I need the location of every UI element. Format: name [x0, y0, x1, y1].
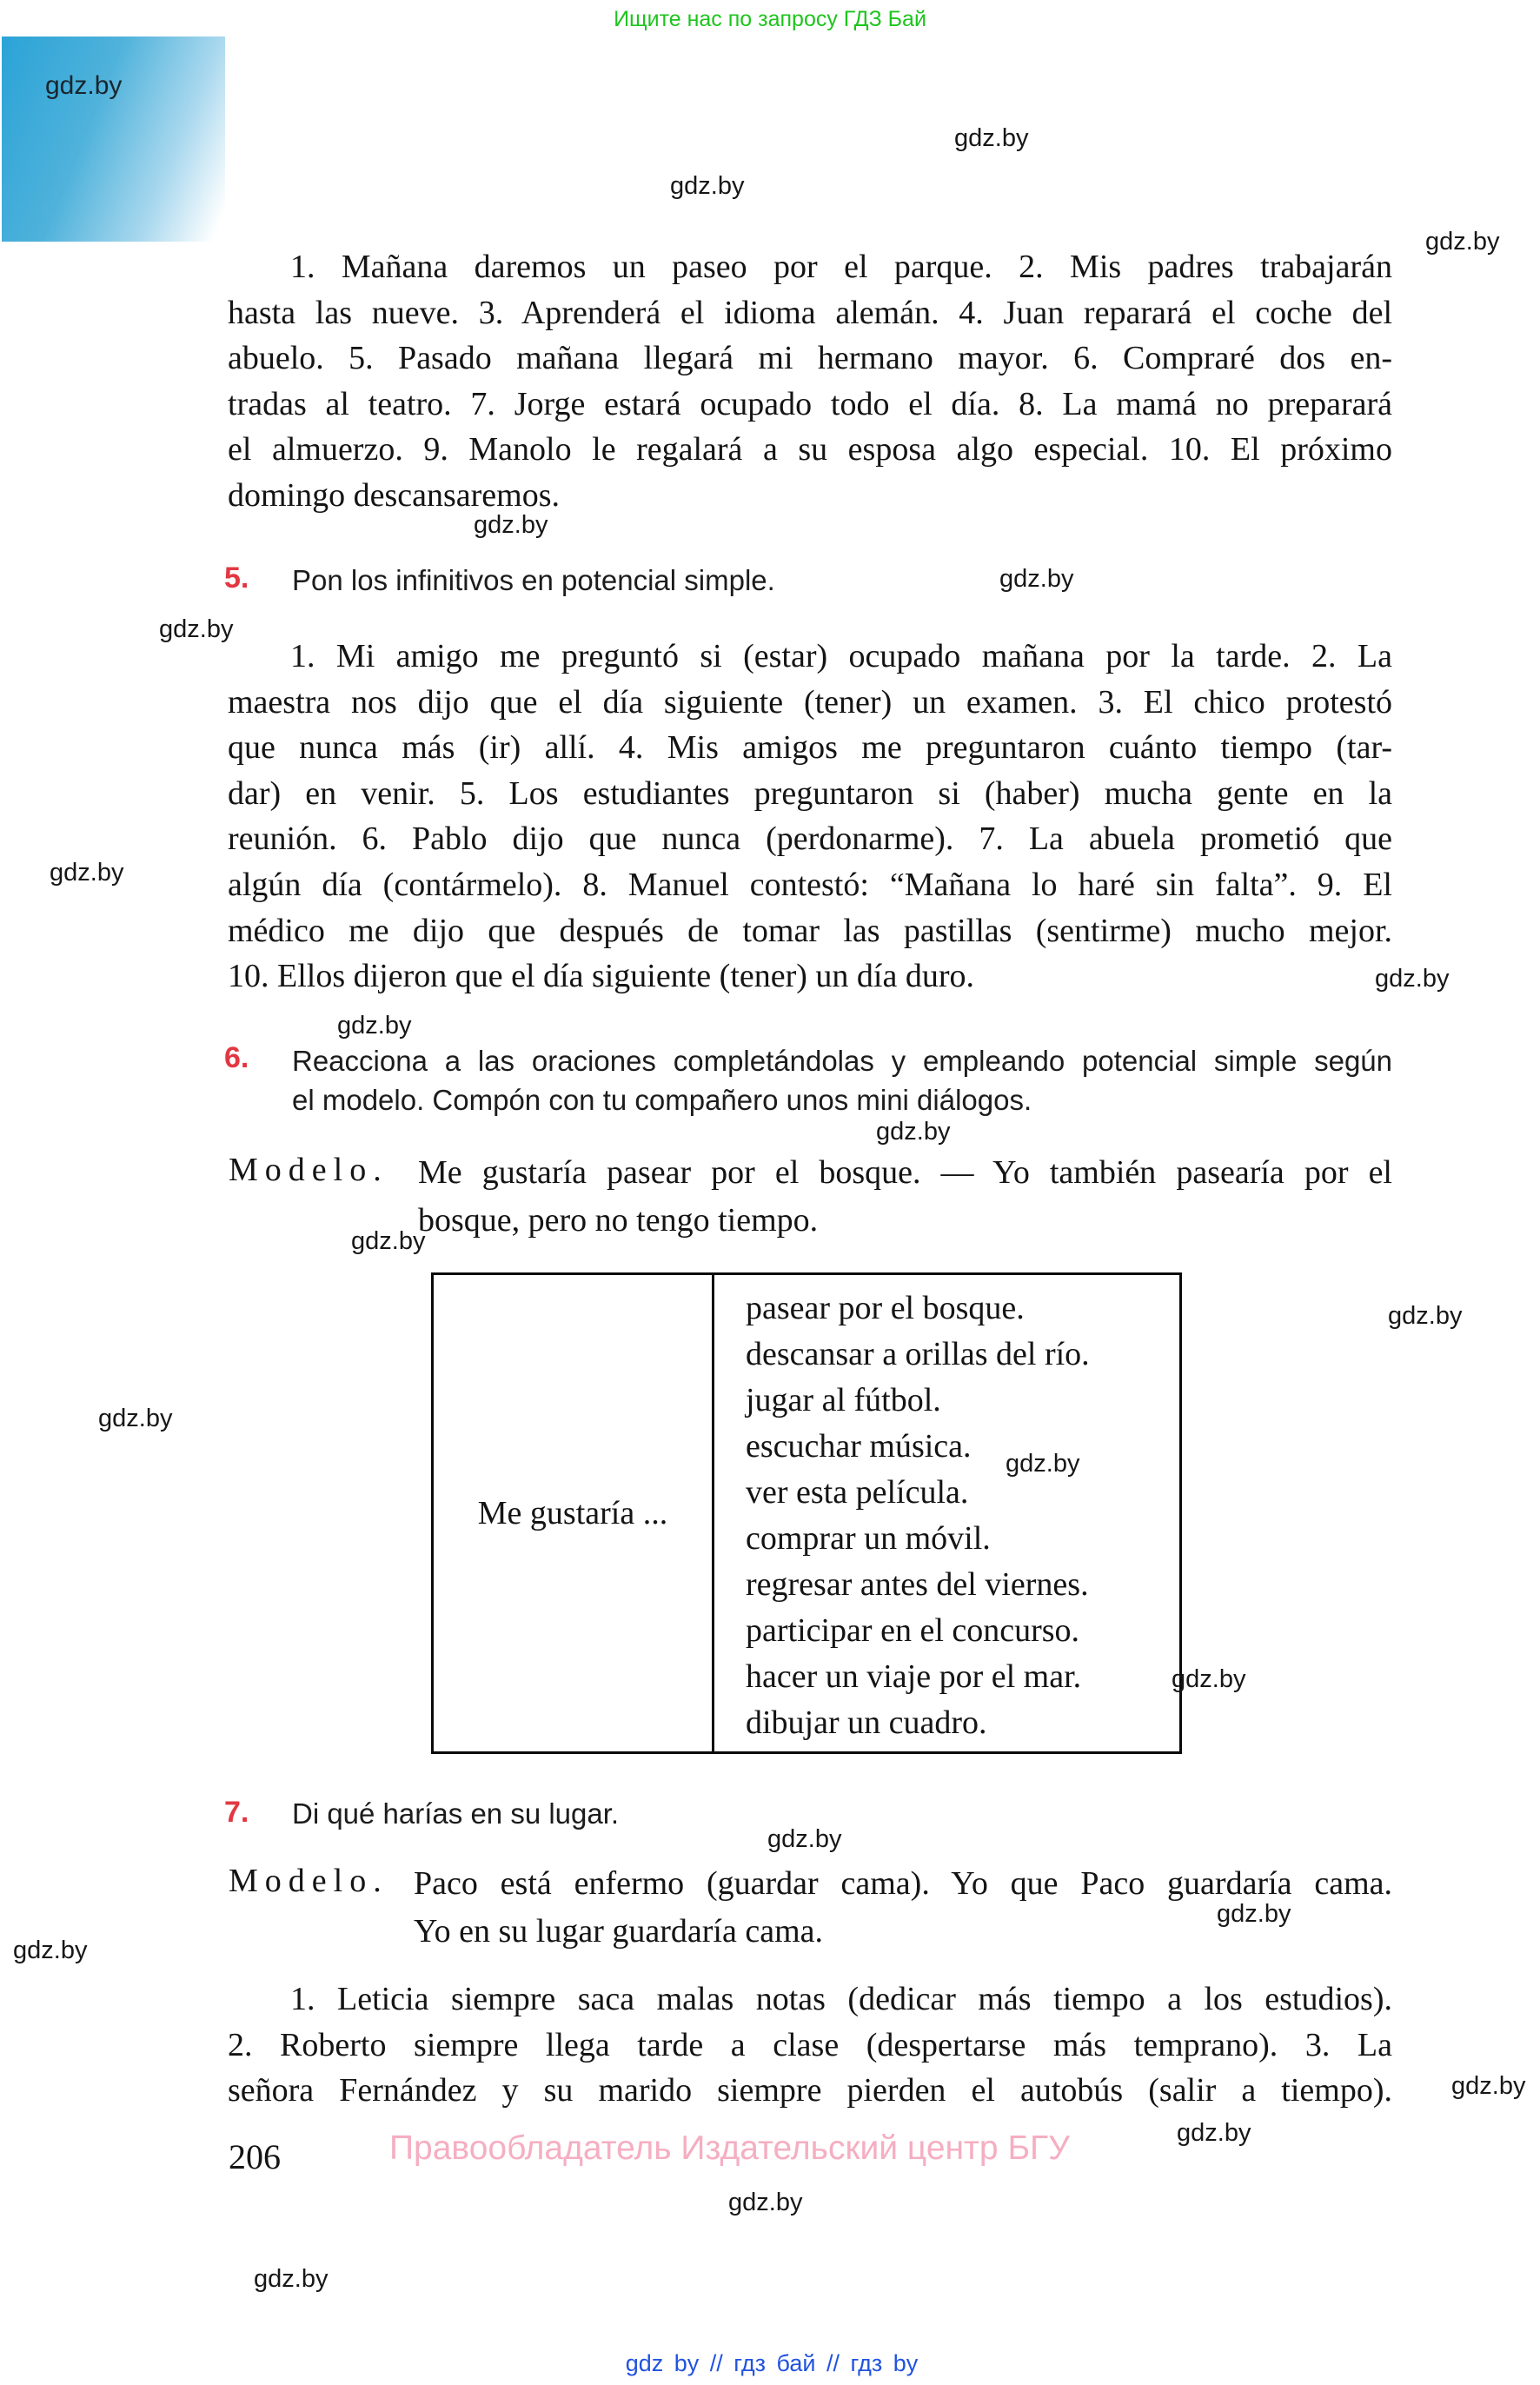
table-stem-text: Me gustaría ...: [477, 1495, 668, 1531]
gdz-watermark: gdz.by: [50, 859, 124, 887]
gdz-watermark: gdz.by: [728, 2189, 803, 2216]
exercise6-title-line: Reacciona a las oraciones completándolas y empleando potencial simple según: [292, 1045, 1392, 1077]
promo-banner-text: Ищите нас по запросу ГДЗ Бай: [614, 7, 926, 31]
gdz-watermark: gdz.by: [1006, 1450, 1080, 1478]
table-option: jugar al fútbol.: [746, 1382, 941, 1418]
paragraph-line: 10. Ellos dijeron que el día siguiente (tener) un día duro.: [228, 958, 974, 995]
copyright-notice: Правообладатель Издательский центр БГУ: [389, 2129, 1070, 2167]
paragraph-line: dar) en venir. 5. Los estudiantes preguntaron si (haber) mucha gente en la: [228, 774, 1392, 812]
gdz-watermark: gdz.by: [670, 172, 745, 200]
exercise7-sentences: [228, 1976, 1392, 2114]
table-option: pasear por el bosque.: [746, 1290, 1025, 1326]
gdz-watermark: gdz.by: [1375, 965, 1450, 993]
gdz-watermark: gdz.by: [767, 1825, 842, 1853]
table-stem-cell: [434, 1275, 714, 1751]
page-number: 206: [229, 2137, 281, 2176]
table-option: hacer un viaje por el mar.: [746, 1658, 1082, 1695]
table-option: escuchar música.: [746, 1428, 972, 1465]
blue-gradient-box: [2, 37, 225, 242]
gdz-watermark: gdz.by: [337, 1012, 412, 1040]
modelo-line: Yo en su lugar guardaría cama.: [414, 1913, 823, 1950]
modelo-line: bosque, pero no tengo tiempo.: [418, 1202, 819, 1239]
modelo6-example: [418, 1149, 1392, 1245]
gdz-watermark: gdz.by: [159, 615, 234, 643]
paragraph-line: señora Fernández y su marido siempre pierden el autobús (salir a tiempo).: [228, 2072, 1392, 2109]
paragraph-line: maestra nos dijo que el día siguiente (tener) un examen. 3. El chico protestó: [228, 683, 1392, 721]
exercise5-title: Pon los infinitivos en potencial simple.: [292, 564, 775, 596]
paragraph-line: hasta las nueve. 3. Aprenderá el idioma alemán. 4. Juan reparará el coche del: [228, 294, 1392, 331]
gdz-watermark: gdz.by: [13, 1937, 88, 1964]
exercise6-title-line: el modelo. Compón con tu compañero unos mini diálogos.: [292, 1084, 1032, 1116]
paragraph-line: reunión. 6. Pablo dijo que nunca (perdonarme). 7. La abuela prometió que: [228, 820, 1392, 858]
gdz-watermark: gdz.by: [999, 565, 1074, 593]
gdz-watermark: gdz.by: [474, 511, 548, 539]
substitution-table: [431, 1272, 1182, 1754]
gdz-watermark: gdz.by: [1388, 1302, 1463, 1330]
gdz-watermark: gdz.by: [1451, 2072, 1526, 2100]
table-options-cell: [714, 1275, 1179, 1751]
table-option: ver esta película.: [746, 1474, 969, 1511]
modelo-line: Paco está enfermo (guardar cama). Yo que Paco guardaría cama.: [414, 1865, 1392, 1902]
exercise5-number: 5.: [224, 561, 249, 595]
gdz-watermark: gdz.by: [954, 124, 1029, 152]
modelo-label: Modelo.: [229, 1152, 388, 1188]
paragraph-line: médico me dijo que después de tomar las pastillas (sentirme) mucho mejor.: [228, 912, 1392, 949]
table-option: dibujar un cuadro.: [746, 1704, 987, 1741]
paragraph-line: algún día (contármelo). 8. Manuel contestó: “Mañana lo haré sin falta”. 9. El: [228, 866, 1392, 903]
paragraph-line: 1. Mi amigo me preguntó si (estar) ocupado mañana por la tarde. 2. La: [290, 638, 1392, 674]
gdz-watermark: gdz.by: [876, 1118, 951, 1146]
paragraph-line: 1. Leticia siempre saca malas notas (dedicar más tiempo a los estudios).: [290, 1981, 1392, 2017]
gdz-watermark: gdz.by: [98, 1405, 173, 1432]
modelo-label: Modelo.: [229, 1863, 388, 1899]
paragraph-line: domingo descansaremos.: [228, 476, 561, 514]
paragraph-line: el almuerzo. 9. Manolo le regalará a su esposa algo especial. 10. El próximo: [228, 431, 1392, 468]
table-option: descansar a orillas del río.: [746, 1336, 1090, 1372]
exercise6-number: 6.: [224, 1041, 249, 1074]
paragraph-line: abuelo. 5. Pasado mañana llegará mi hermano mayor. 6. Compraré dos en-: [228, 340, 1392, 377]
paragraph-line: tradas al teatro. 7. Jorge estará ocupado todo el día. 8. La mamá no preparará: [228, 385, 1392, 422]
paragraph-line: 1. Mañana daremos un paseo por el parque. 2. Mis padres trabajarán: [290, 249, 1392, 285]
paragraph-line: 2. Roberto siempre llega tarde a clase (despertarse más temprano). 3. La: [228, 2026, 1392, 2063]
gdz-watermark: gdz.by: [1177, 2119, 1251, 2147]
gdz-watermark: gdz.by: [45, 71, 123, 100]
gdz-watermark: gdz.by: [254, 2265, 329, 2293]
paragraph-line: que nunca más (ir) allí. 4. Mis amigos me preguntaron cuánto tiempo (tar-: [228, 729, 1392, 767]
table-option: participar en el concurso.: [746, 1612, 1080, 1649]
table-option: comprar un móvil.: [746, 1520, 991, 1557]
exercise5-sentences: [228, 634, 1392, 1000]
exercise6-title: [292, 1041, 1392, 1119]
gdz-footer-links[interactable]: gdz by // гдз бай // гдз by: [625, 2350, 919, 2376]
gdz-watermark: gdz.by: [1172, 1665, 1246, 1693]
gdz-watermark: gdz.by: [1425, 228, 1500, 256]
table-option: regresar antes del viernes.: [746, 1566, 1089, 1603]
modelo-line: Me gustaría pasear por el bosque. — Yo también pasearía por el: [418, 1154, 1392, 1191]
intro-paragraph: [228, 244, 1392, 519]
exercise7-title: Di qué harías en su lugar.: [292, 1797, 620, 1830]
gdz-watermark: gdz.by: [351, 1227, 426, 1255]
gdz-watermark: gdz.by: [1217, 1900, 1291, 1928]
exercise7-number: 7.: [224, 1796, 249, 1829]
